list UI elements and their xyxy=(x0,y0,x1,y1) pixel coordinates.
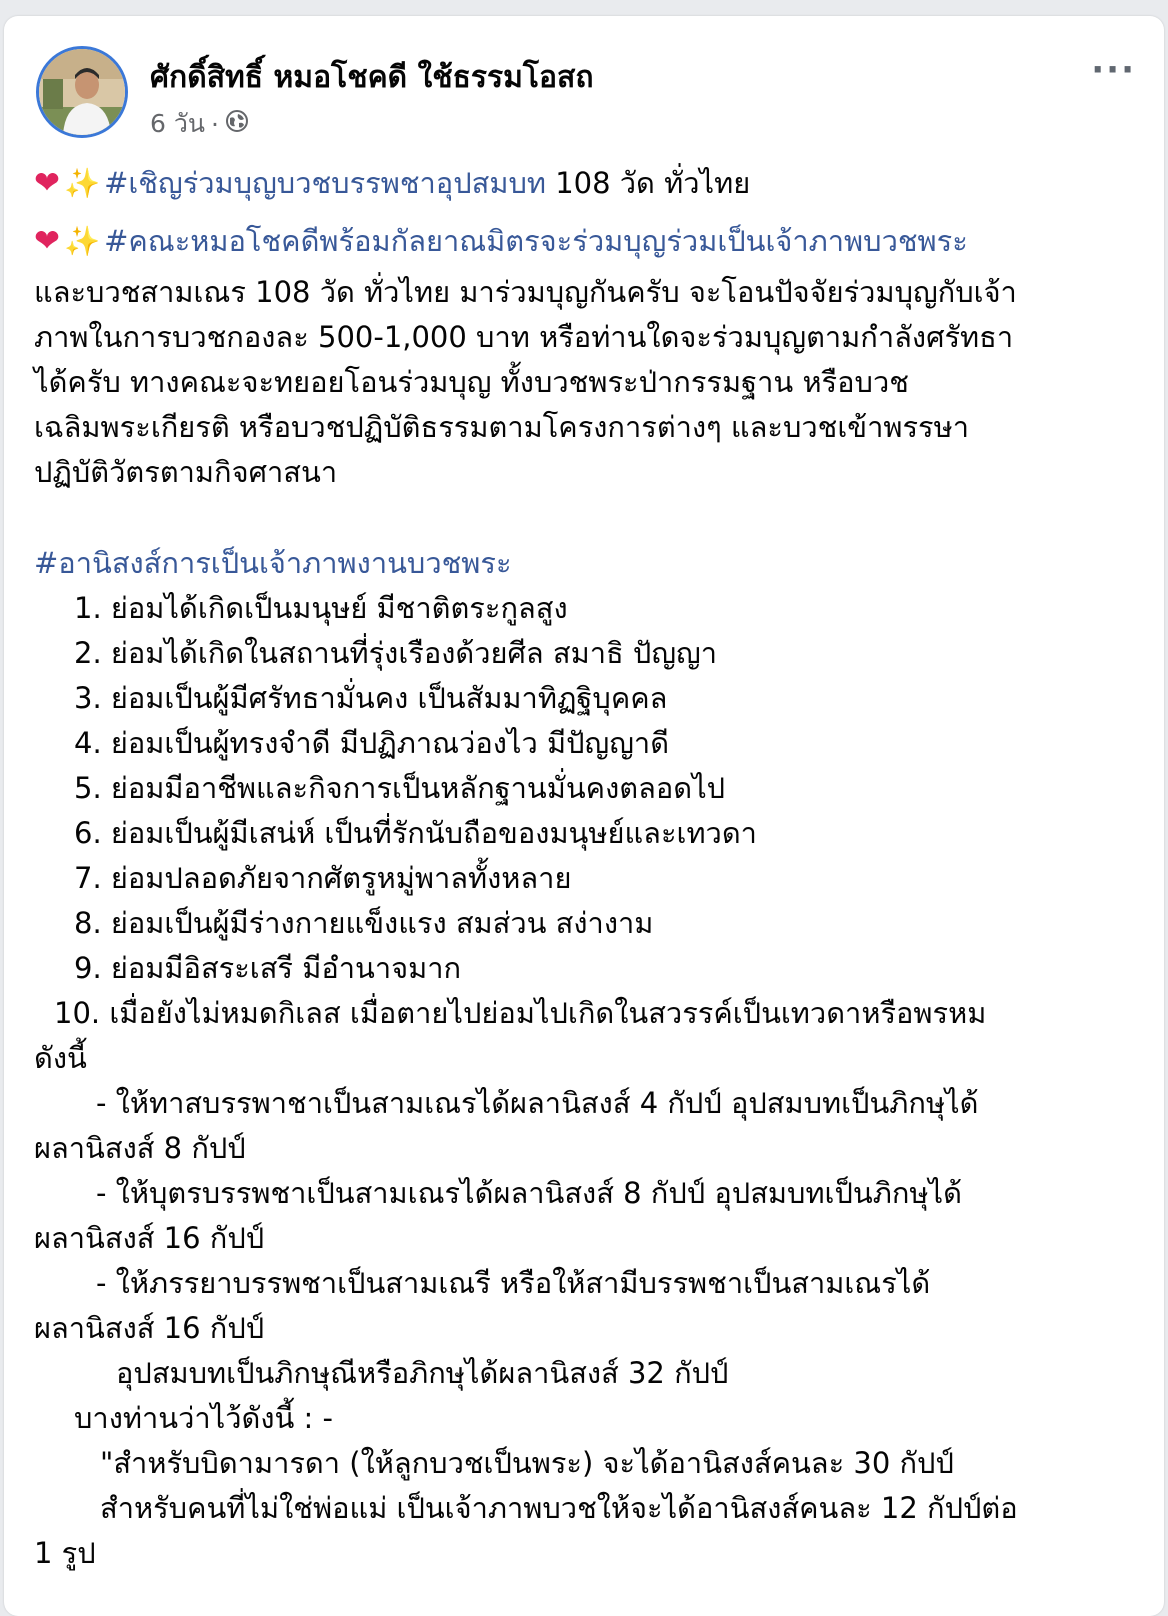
hashtag-link-1[interactable]: #เชิญร่วมบุญบวชบรรพชาอุปสมบท xyxy=(104,165,546,200)
list-item: 1. ย่อมได้เกิดเป็นมนุษย์ มีชาติตระกูลสูง xyxy=(74,591,568,625)
blank-line xyxy=(34,495,1134,541)
post-body xyxy=(34,154,1134,1576)
body-line: และบวชสามเณร 108 วัด ทั่วไทย มาร่วมบุญกันครับ จะโอนปัจจัยร่วมบุญกับเจ้า xyxy=(34,275,1017,309)
list-item: 8. ย่อมเป็นผู้มีร่างกายแข็งแรง สมส่วน สง่างาม xyxy=(74,906,654,940)
quote-line: "สำหรับบิดามารดา (ให้ลูกบวชเป็นพระ) จะได้อานิสงส์คนละ 30 กัปป์ xyxy=(100,1446,954,1480)
body-line: ปฏิบัติวัตรตามกิจศาสนา xyxy=(34,455,338,489)
some-say-line: บางท่านว่าไว้ดังนี้ : - xyxy=(74,1401,334,1435)
more-options-icon[interactable]: ··· xyxy=(1091,50,1136,90)
quote-line-continued: 1 รูป xyxy=(34,1536,96,1570)
sub-item-continued: ผลานิสงส์ 8 กัปป์ xyxy=(34,1131,246,1165)
quote-line: สำหรับคนที่ไม่ใช่พ่อแม่ เป็นเจ้าภาพบวชให้จะได้อานิสงส์คนละ 12 กัปป์ต่อ xyxy=(100,1491,1018,1525)
meta-separator: · xyxy=(210,109,219,139)
sub-item: - ให้บุตรบรรพชาเป็นสามเณรได้ผลานิสงส์ 8 กัปป์ อุปสมบทเป็นภิกษุได้ xyxy=(96,1176,962,1210)
list-item: 2. ย่อมได้เกิดในสถานที่รุ่งเรืองด้วยศีล สมาธิ ปัญญา xyxy=(74,636,718,670)
benefits-hashtag-link[interactable]: #อานิสงส์การเป็นเจ้าภาพงานบวชพระ xyxy=(34,546,512,580)
list-item-10-continued: ดังนี้ xyxy=(34,1041,87,1075)
sub-item: - ให้ภรรยาบรรพชาเป็นสามเณรี หรือให้สามีบรรพชาเป็นสามเณรได้ xyxy=(96,1266,931,1300)
list-item: 4. ย่อมเป็นผู้ทรงจำดี มีปฏิภาณว่องไว มีปัญญาดี xyxy=(74,726,670,760)
globe-icon xyxy=(225,109,249,139)
list-item: 9. ย่อมมีอิสระเสรี มีอำนาจมาก xyxy=(74,951,462,985)
list-item-10: 10. เมื่อยังไม่หมดกิเลส เมื่อตายไปย่อมไปเกิดในสวรรค์เป็นเทวดาหรือพรหม xyxy=(54,996,987,1030)
hashtag-link-2[interactable]: #คณะหมอโชคดีพร้อมกัลยาณมิตรจะร่วมบุญร่วมเป็นเจ้าภาพบวชพระ xyxy=(104,223,968,258)
sparkles-emoji: ✨ xyxy=(63,223,101,258)
avatar[interactable] xyxy=(36,46,128,138)
post-card xyxy=(4,16,1164,1616)
headline-1 xyxy=(34,154,1134,212)
headline-2 xyxy=(34,212,1134,270)
body-line: เฉลิมพระเกียรติ หรือบวชปฏิบัติธรรมตามโครงการต่างๆ และบวชเข้าพรรษา xyxy=(34,410,970,444)
sparkles-emoji: ✨ xyxy=(63,165,101,200)
sub-item: - ให้ทาสบรรพาชาเป็นสามเณรได้ผลานิสงส์ 4 กัปป์ อุปสมบทเป็นภิกษุได้ xyxy=(96,1086,979,1120)
sub-item-continued: ผลานิสงส์ 16 กัปป์ xyxy=(34,1221,265,1255)
ordination-line: อุปสมบทเป็นภิกษุณีหรือภิกษุได้ผลานิสงส์ 32 กัปป์ xyxy=(116,1356,729,1390)
list-item: 7. ย่อมปลอดภัยจากศัตรูหมู่พาลทั้งหลาย xyxy=(74,861,572,895)
red-heart-emoji: ❤ xyxy=(34,164,60,201)
sub-item-continued: ผลานิสงส์ 16 กัปป์ xyxy=(34,1311,265,1345)
red-heart-emoji: ❤ xyxy=(34,222,60,259)
list-item: 5. ย่อมมีอาชีพและกิจการเป็นหลักฐานมั่นคงตลอดไป xyxy=(74,771,726,805)
avatar-image xyxy=(39,49,125,135)
post-time[interactable]: 6 วัน xyxy=(150,109,205,138)
post-meta xyxy=(150,104,249,144)
body-line: ได้ครับ ทางคณะจะทยอยโอนร่วมบุญ ทั้งบวชพระป่ากรรมฐาน หรือบวช xyxy=(34,365,909,399)
list-item: 6. ย่อมเป็นผู้มีเสน่ห์ เป็นที่รักนับถือของมนุษย์และเทวดา xyxy=(74,816,757,850)
author-name[interactable]: ศักดิ์สิทธิ์ หมอโชคดี ใช้ธรรมโอสถ xyxy=(150,60,594,95)
list-item: 3. ย่อมเป็นผู้มีศรัทธามั่นคง เป็นสัมมาทิฏฐิบุคคล xyxy=(74,681,668,715)
body-line: ภาพในการบวชกองละ 500-1,000 บาท หรือท่านใดจะร่วมบุญตามกำลังศรัทธา xyxy=(34,320,1014,354)
headline-1-text: 108 วัด ทั่วไทย xyxy=(545,165,751,200)
